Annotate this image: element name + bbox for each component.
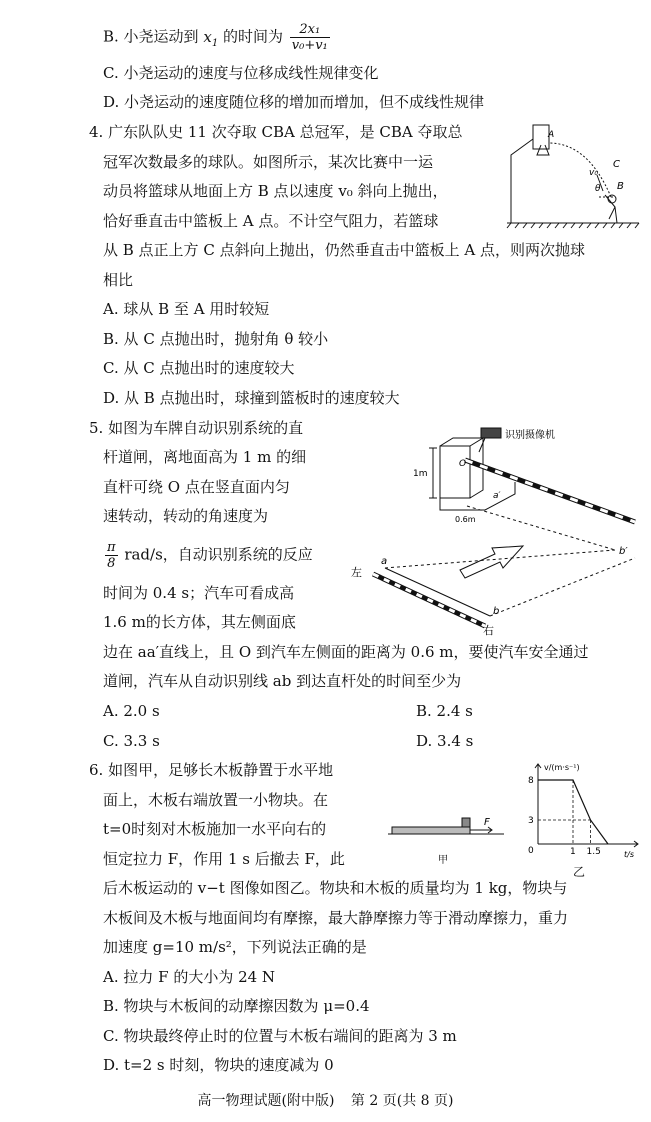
line-bb-prime [490, 558, 635, 616]
ball [608, 195, 616, 203]
y-tick-8: 8 [528, 776, 534, 786]
q3-option-d: D. 小尧运动的速度随位移的增加而增加，但不成线性规律 [103, 93, 485, 111]
q6-stem-line2: 面上，木板右端放置一小物块。在 [103, 791, 329, 809]
q3-option-b: B. 小尧运动到 $x_1$ 的时间为 $\frac{\text{2x₁}}{\text{v₀+v₁}}$ [103, 22, 328, 53]
q4-stem-line5: 从 B 点正上方 C 点斜向上抛出，仍然垂直击中篮板上 A 点，则两次抛球 [103, 241, 585, 259]
net [537, 145, 549, 155]
q4-stem-line2: 冠军次数最多的球队。如图所示，某次比赛中一运 [103, 153, 434, 171]
hoop-pole [511, 139, 533, 223]
label-b-prime: b′ [619, 546, 628, 557]
label-a: a [381, 556, 388, 567]
q6-stem-line1: 6. 如图甲，足够长木板静置于水平地 [89, 761, 334, 779]
label-b: b [493, 606, 500, 617]
label-b: B [617, 181, 624, 192]
q4-option-c: C. 从 C 点抛出时的速度较大 [103, 359, 295, 377]
gate-line [467, 506, 615, 550]
line-aa-prime [385, 550, 615, 568]
recognition-line-ab [385, 568, 490, 616]
small-block [462, 818, 470, 827]
q3-option-c: C. 小尧运动的速度与位移成线性规律变化 [103, 64, 379, 82]
q5-option-a: A. 2.0 s [103, 702, 160, 720]
q6-vt-chart [520, 760, 645, 868]
label-o: O [459, 459, 467, 469]
caption-yi: 乙 [573, 865, 586, 879]
label-height: 1m [413, 469, 428, 479]
ground-hatch [507, 223, 639, 228]
q5-stem-line4: 速转动，转动的角速度为 [103, 507, 269, 525]
q5-option-d: D. 3.4 s [416, 732, 474, 750]
q6-stem-line7: 加速度 g=10 m/s²，下列说法正确的是 [103, 938, 367, 956]
player [605, 195, 617, 223]
q4-stem-line6: 相比 [103, 271, 134, 289]
x-axis-label: t/s [624, 850, 634, 859]
q6-stem-line3: t=0时刻对木板施加一水平向右的 [103, 820, 327, 838]
x-tick-1: 1 [570, 847, 576, 857]
label-camera: 识别摄像机 [505, 430, 555, 441]
label-v0: v₀ [589, 168, 598, 178]
q5-stem-line6: 时间为 0.4 s；汽车可看成高 [103, 584, 295, 602]
q5-option-c: C. 3.3 s [103, 732, 160, 750]
q5-stem-line8: 边在 aa′直线上，且 O 到汽车左侧面的距离为 0.6 m，要使汽车安全通过 [103, 643, 589, 661]
wooden-board [392, 827, 470, 834]
caption-jia: 甲 [438, 855, 448, 865]
q4-option-a: A. 球从 B 至 A 用时较短 [103, 300, 270, 318]
q6-figure-jia [388, 805, 508, 865]
label-f: F [484, 817, 490, 828]
footer-subject: 高一物理试题(附中版) [197, 1093, 335, 1109]
label-theta: θ [595, 184, 601, 194]
q5-stem-line5: $\frac{\pi}{8}$ rad/s，自动识别系统的反应 [107, 540, 313, 571]
gate-post [440, 446, 470, 498]
y-axis-label: v/(m·s⁻¹) [544, 763, 580, 772]
q6-stem-line4: 恒定拉力 F，作用 1 s 后撤去 F，此 [103, 850, 345, 868]
q5-omega-fraction: $\frac{\pi}{8}$ [107, 540, 116, 571]
q4-basketball-figure [503, 115, 643, 233]
q3-fraction: $\frac{\text{2x₁}}{\text{v₀+v₁}}$ [291, 22, 328, 53]
gate-base [440, 482, 515, 510]
label-a: A [548, 130, 555, 140]
camera-icon [481, 428, 501, 438]
q4-stem-line4: 恰好垂直击中篮板上 A 点。不计空气阻力，若篮球 [103, 212, 439, 230]
q5-stem-line3: 直杆可绕 O 点在竖直面内匀 [103, 478, 290, 496]
label-c: C [613, 159, 620, 170]
footer-page-number: 第 2 页(共 8 页) [350, 1093, 454, 1109]
q5-stem-line2: 杆道闸，离地面高为 1 m 的细 [103, 448, 307, 466]
q6-option-d: D. t=2 s 时刻，物块的速度减为 0 [103, 1056, 334, 1074]
q6-stem-line5: 后木板运动的 v−t 图像如图乙。物块和木板的质量均为 1 kg，物块与 [103, 879, 568, 897]
label-a-prime: a′ [493, 491, 501, 501]
q4-stem-line1: 4. 广东队队史 11 次夺取 CBA 总冠军，是 CBA 夺取总 [89, 123, 463, 141]
q6-stem-line6: 木板间及木板与地面间均有摩擦，最大静摩擦力等于滑动摩擦力，重力 [103, 909, 569, 927]
direction-arrow [460, 546, 523, 578]
label-left: 左 [351, 566, 362, 579]
q4-stem-line3: 动员将篮球从地面上方 B 点以速度 v₀ 斜向上抛出， [103, 182, 448, 200]
label-dist: 0.6m [455, 515, 476, 524]
q5-gate-figure [345, 418, 645, 638]
q5-stem-line7: 1.6 m的长方体，其左侧面底 [103, 613, 296, 631]
q4-option-b: B. 从 C 点抛出时，抛射角 θ 较小 [103, 330, 329, 348]
q5-stem-line9: 道闸，汽车从自动识别线 ab 到达直杆处的时间至少为 [103, 672, 462, 690]
q3-var-x1: $x_1$ [203, 27, 219, 49]
label-right: 右 [483, 624, 494, 637]
q6-option-a: A. 拉力 F 的大小为 24 N [103, 968, 276, 986]
y-tick-3: 3 [528, 816, 534, 826]
q5-option-b: B. 2.4 s [416, 702, 473, 720]
q4-option-d: D. 从 B 点抛出时，球撞到篮板时的速度较大 [103, 389, 400, 407]
origin-label: 0 [528, 846, 534, 856]
x-tick-1-5: 1.5 [586, 847, 601, 857]
q5-stem-line1: 5. 如图为车牌自动识别系统的直 [89, 419, 304, 437]
q6-option-b: B. 物块与木板间的动摩擦因数为 μ=0.4 [103, 997, 370, 1015]
page-footer [0, 1090, 651, 1110]
q6-option-c: C. 物块最终停止时的位置与木板右端间的距离为 3 m [103, 1027, 457, 1045]
